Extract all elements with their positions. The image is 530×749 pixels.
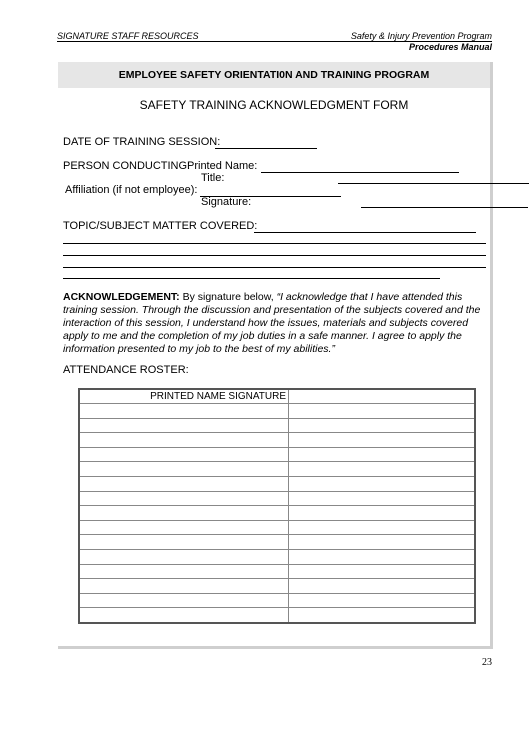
title-label: Title: [201,172,225,184]
header-left: SIGNATURE STAFF RESOURCES [57,31,199,41]
topic-line-5[interactable] [63,278,440,279]
roster-signature-cell[interactable] [289,418,476,433]
page-number: 23 [482,657,492,668]
roster-signature-cell[interactable] [289,491,476,506]
roster-name-cell[interactable] [79,418,289,433]
roster-name-cell[interactable] [79,535,289,550]
roster-row [79,564,475,579]
roster-header-row [79,389,475,404]
roster-row [79,491,475,506]
roster-name-cell[interactable] [79,564,289,579]
printed-name-label: Printed Name: [187,160,258,172]
topic-line-3[interactable] [63,255,486,256]
roster-signature-cell[interactable] [289,404,476,419]
roster-row [79,433,475,448]
signature-field[interactable] [361,207,528,208]
date-label: DATE OF TRAINING SESSION: [63,136,221,148]
header-right [351,31,492,53]
banner-title: EMPLOYEE SAFETY ORIENTATI0N AND TRAINING PROGRAM [118,69,430,81]
roster-row [79,506,475,521]
roster-signature-cell[interactable] [289,549,476,564]
form-title: SAFETY TRAINING ACKNOWLEDGMENT FORM [139,98,409,112]
signature-label: Signature: [201,196,252,208]
roster-header-cell [289,389,476,404]
roster-row [79,447,475,462]
roster-name-cell[interactable] [79,579,289,594]
attendance-roster-table [78,388,476,624]
roster-row [79,549,475,564]
roster-name-cell[interactable] [79,608,289,623]
roster-signature-cell[interactable] [289,564,476,579]
date-field[interactable] [215,148,317,149]
roster-signature-cell[interactable] [289,433,476,448]
person-conducting-label: PERSON CONDUCTING: [63,160,191,172]
roster-signature-cell[interactable] [289,462,476,477]
acknowledgement-paragraph [63,291,493,356]
roster-row [79,462,475,477]
roster-column-header: PRINTED NAME SIGNATURE [79,389,289,404]
roster-row [79,535,475,550]
topic-line-4[interactable] [63,267,486,268]
roster-name-cell[interactable] [79,447,289,462]
roster-row [79,476,475,491]
roster-signature-cell[interactable] [289,447,476,462]
roster-signature-cell[interactable] [289,476,476,491]
roster-signature-cell[interactable] [289,593,476,608]
acknowledgement-text: “I acknowledge that I have attended this training session. Through the discussion and presentation of the subjects covered and the interaction of this session, I understand how the issues, materials and subjects covered apply to me and the completion of my job duties in a safe manner. I agree to apply the information presented to my job to the best of my abilities.” [63,291,481,355]
roster-row [79,608,475,623]
roster-signature-cell[interactable] [289,608,476,623]
form-panel [58,62,493,649]
roster-name-cell[interactable] [79,476,289,491]
roster-row [79,418,475,433]
roster-name-cell[interactable] [79,549,289,564]
topic-line-2[interactable] [63,243,486,244]
header-manual: Procedures Manual [408,42,492,52]
roster-name-cell[interactable] [79,404,289,419]
acknowledgement-heading: ACKNOWLEDGEMENT: [63,291,180,303]
roster-signature-cell[interactable] [289,506,476,521]
roster-name-cell[interactable] [79,520,289,535]
roster-row [79,579,475,594]
acknowledgement-intro: By signature below, [182,291,274,303]
topic-label: TOPIC/SUBJECT MATTER COVERED: [63,220,258,232]
roster-name-cell[interactable] [79,433,289,448]
topic-field[interactable] [254,232,476,233]
attendance-roster-label: ATTENDANCE ROSTER: [63,364,189,376]
header-rule [57,41,492,42]
printed-name-field[interactable] [261,172,459,173]
roster-name-cell[interactable] [79,462,289,477]
roster-name-cell[interactable] [79,491,289,506]
roster-signature-cell[interactable] [289,579,476,594]
roster-name-cell[interactable] [79,593,289,608]
roster-row [79,520,475,535]
header-program: Safety & Injury Prevention Program [350,31,492,41]
title-field[interactable] [338,183,529,184]
affiliation-label: Affiliation (if not employee): [65,184,198,196]
roster-signature-cell[interactable] [289,535,476,550]
roster-name-cell[interactable] [79,506,289,521]
roster-signature-cell[interactable] [289,520,476,535]
roster-row [79,593,475,608]
roster-row [79,404,475,419]
